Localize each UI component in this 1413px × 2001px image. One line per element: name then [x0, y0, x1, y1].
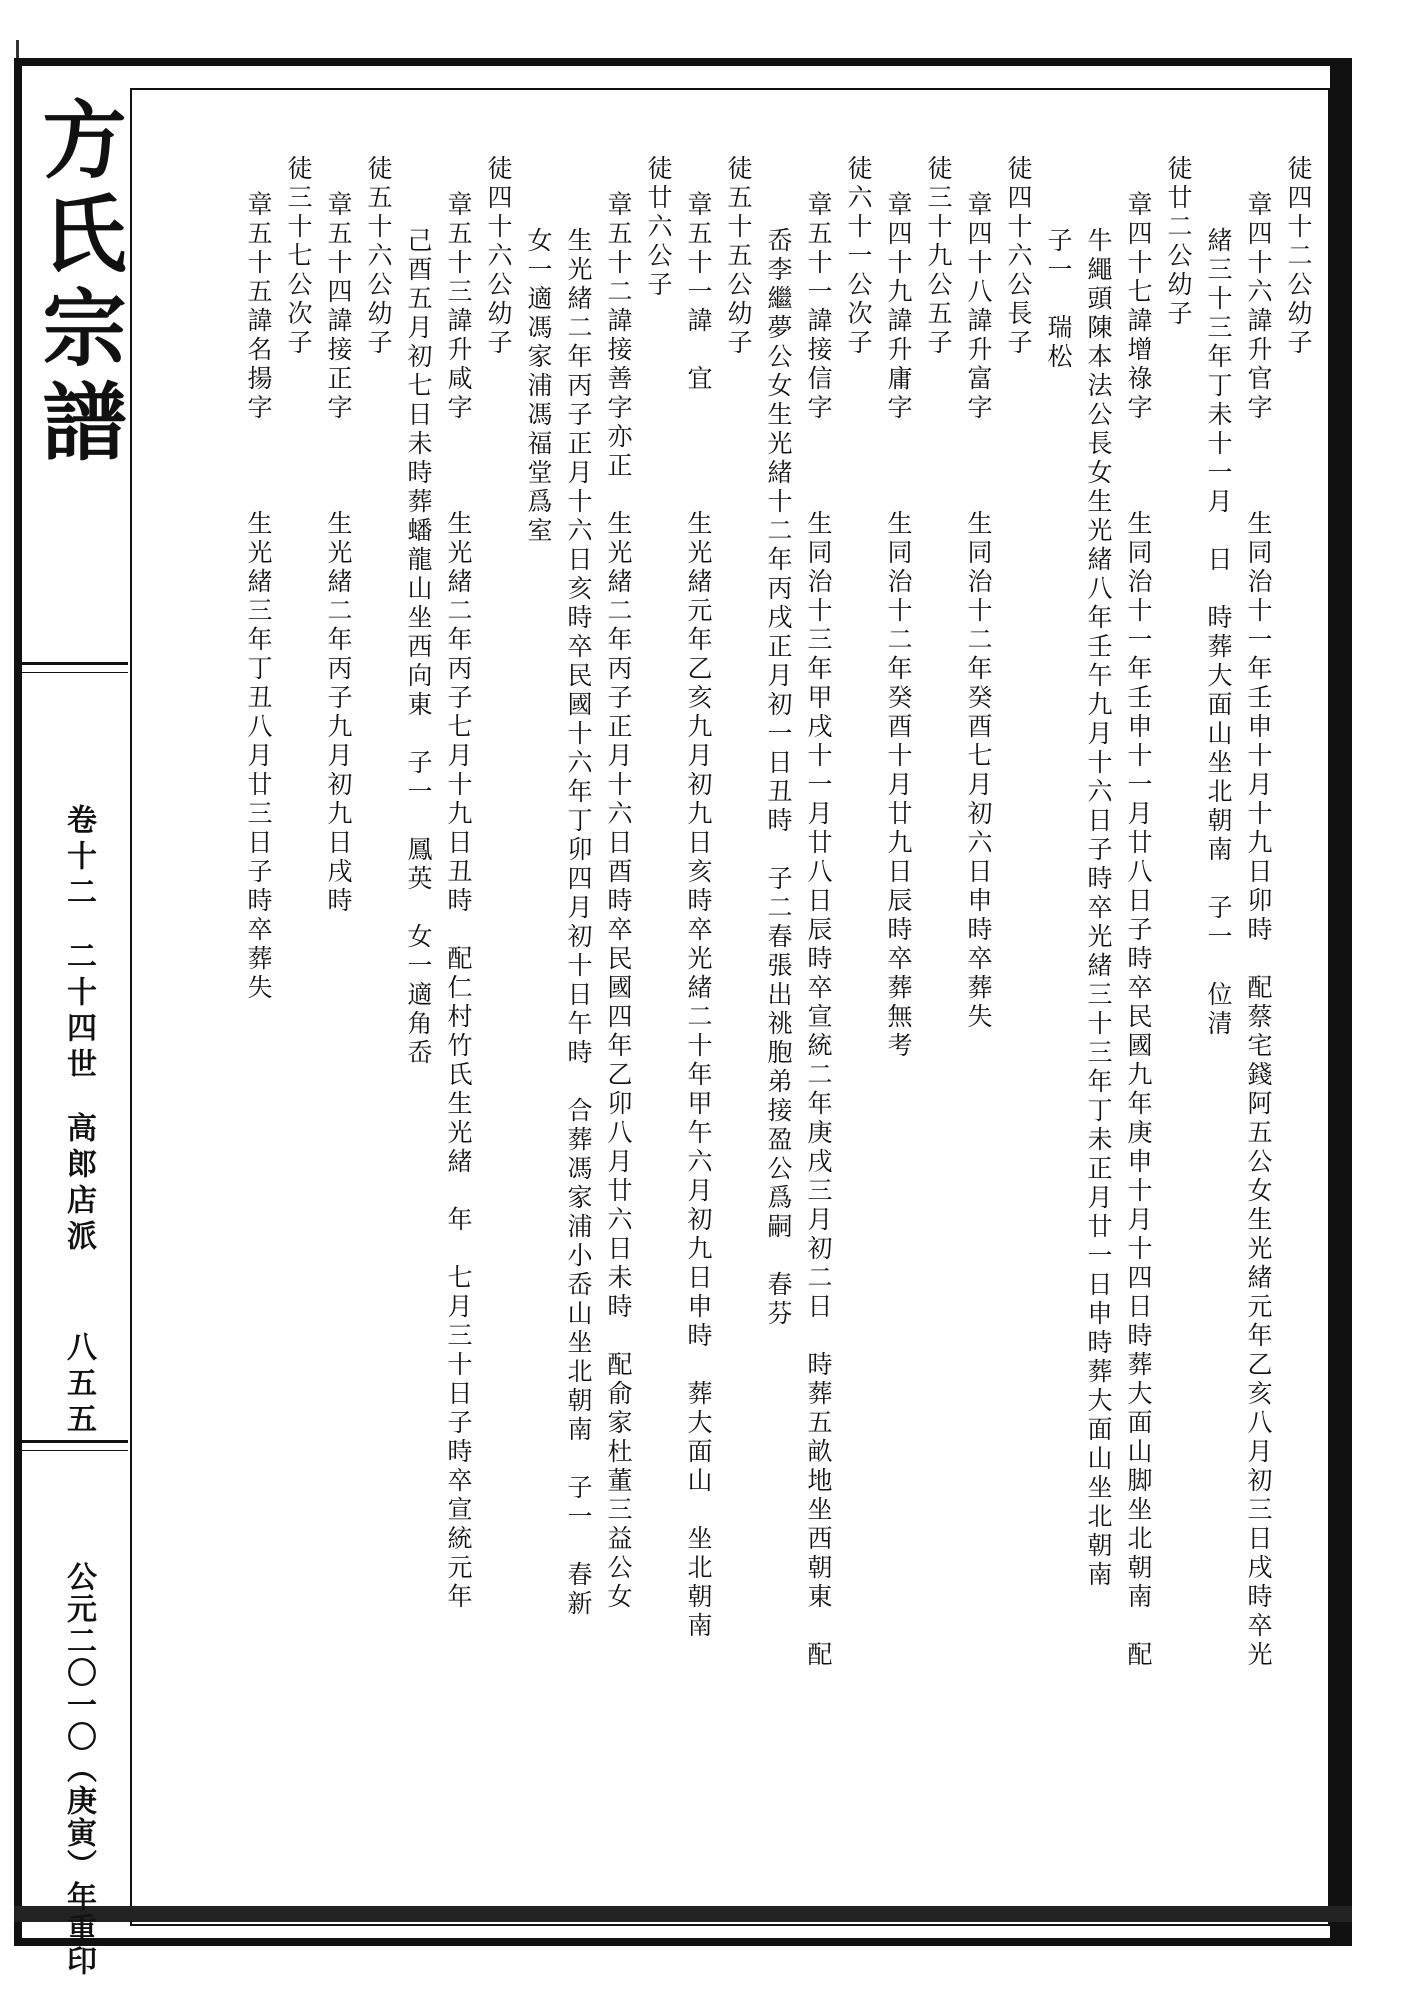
entry-line: 章四十七諱增祿字 生同治十一年壬申十一月廿八日子時卒民國九年庚申十月十四日時葬大面山脚坐北朝南 配 [1124, 191, 1153, 1670]
entry-line: 徒廿六公子 [644, 155, 673, 300]
entry-line: 己酉五月初七日未時葬蟠龍山坐西向東 子一 鳳英 女一適角岙 [404, 227, 433, 1068]
entry-line: 章四十六諱升官字 生同治十一年壬申十月十九日卯時 配蔡宅錢阿五公女生光緒元年乙亥八月初三日戌時卒光 [1244, 191, 1273, 1670]
entry-line: 牛繩頭陳本法公長女生光緒八年壬午九月十六日子時卒光緒三十三年丁未正月廿一日申時葬大面山坐北朝南 [1084, 227, 1113, 1590]
spine-rule-top [20, 662, 128, 665]
entry-line: 徒五十六公幼子 [364, 155, 393, 358]
spine-rule-bottom [20, 1440, 128, 1443]
frame-right-band [1330, 58, 1352, 1946]
genealogy-body [140, 155, 1320, 1915]
generation-label: 二十四世 [61, 940, 96, 1084]
entry-line: 徒五十五公幼子 [724, 155, 753, 358]
entry-line: 章五十一諱 宜 生光緒元年乙亥九月初九日亥時卒光緒二十年甲午六月初九日申時 葬大面山 坐北朝南 [684, 191, 713, 1641]
entry-line: 徒四十六公幼子 [484, 155, 513, 358]
entry-line: 章五十一諱接信字 生同治十三年甲戌十一月廿八日辰時卒宣統二年庚戌三月初二日 時葬五畝地坐西朝東 配 [804, 191, 833, 1670]
entry-line: 徒六十一公次子 [844, 155, 873, 358]
entry-line: 徒三十七公次子 [284, 155, 313, 358]
entry-line: 徒四十六公長子 [1004, 155, 1033, 358]
entry-line: 章五十二諱接善字亦正 生光緒二年丙子正月十六日酉時卒民國四年乙卯八月廿六日未時 配俞家杜董三益公女 [604, 191, 633, 1612]
entry-line: 岙李繼夢公女生光緒十二年丙戌正月初一日丑時 子二春張出祧胞弟接盈公爲嗣 春芬 [764, 227, 793, 1329]
entry-line: 緒三十三年丁未十一月 日 時葬大面山坐北朝南 子一 位清 [1204, 227, 1233, 1039]
entry-line: 子一 瑞松 [1044, 227, 1073, 372]
spine-rule-bottom-thin [20, 1450, 128, 1451]
entry-line: 章五十四諱接正字 生光緒二年丙子九月初九日戌時 [324, 191, 353, 916]
entry-line: 章四十九諱升庸字 生同治十二年癸酉十月廿九日辰時卒葬無考 [884, 191, 913, 1061]
page-number: 八五五 [61, 1331, 96, 1439]
entry-line: 女一適馮家浦馮福堂爲室 [524, 227, 553, 546]
entry-line: 章四十八諱升富字 生同治十二年癸酉七月初六日申時卒葬失 [964, 191, 993, 1032]
entry-line: 章五十三諱升咸字 生光緒二年丙子七月十九日丑時 配仁村竹氏生光緒 年 七月三十日子時卒宣統元年 [444, 191, 473, 1612]
spine-rule-top-thin [20, 672, 128, 673]
entry-line: 章五十五諱名揚字 生光緒三年丁丑八月廿三日子時卒葬失 [244, 191, 273, 1003]
spine [28, 96, 128, 1977]
entry-line: 徒四十二公幼子 [1284, 155, 1313, 358]
entry-line: 徒三十九公五子 [924, 155, 953, 358]
branch-label: 高郎店派 [61, 1112, 96, 1256]
volume-label: 卷十二 [61, 804, 96, 912]
entry-line: 生光緒二年丙子正月十六日亥時卒民國十六年丁卯四月初十日午時 合葬馮家浦小岙山坐北朝南 子一 春新 [564, 227, 593, 1619]
reprint-note: 公元二〇一〇（庚寅）年重印 [61, 1561, 96, 1977]
entry-line: 徒廿二公幼子 [1164, 155, 1193, 329]
book-title: 方氏宗譜 [29, 96, 128, 472]
